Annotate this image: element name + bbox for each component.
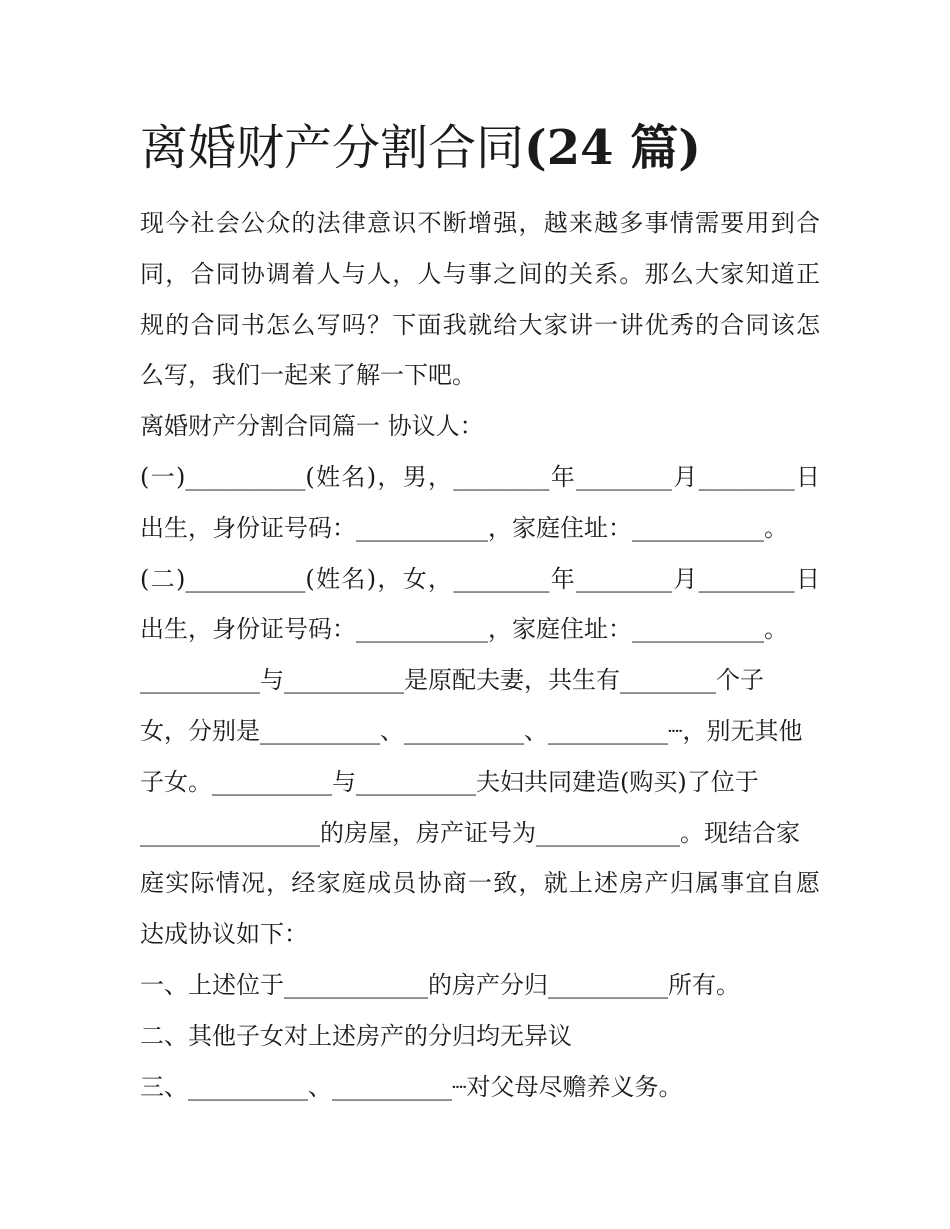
marriage-line: __________与__________是原配夫妻，共生有________个子	[140, 666, 764, 695]
paragraph-line-3: 规的合同书怎么写吗？下面我就给大家讲一讲优秀的合同该怎	[140, 310, 820, 339]
children-line: 女，分别是__________、__________、__________┈，别无其他	[140, 716, 803, 745]
clause-three: 三、__________、__________┈对父母尽赡养义务。	[140, 1072, 683, 1101]
paragraph-line-4: 么写，我们一起来了解一下吧。	[140, 361, 476, 390]
agreement-line-1: 庭实际情况，经家庭成员协商一致，就上述房产归属事宜自愿	[140, 869, 820, 898]
party-one-line: (一)__________(姓名)，男，________年________月________日	[140, 462, 820, 491]
property-line-2: _______________的房屋，房产证号为____________。现结合家	[140, 818, 800, 847]
party-one-id-line: 出生，身份证号码：___________，家庭住址：___________。	[140, 513, 788, 542]
title-main: 离婚财产分割合同	[140, 120, 525, 176]
document-title	[140, 118, 701, 178]
title-suffix: (24 篇)	[524, 120, 701, 176]
document-body	[140, 198, 820, 1112]
clause-one: 一、上述位于____________的房产分归__________所有。	[140, 970, 740, 999]
clause-two: 二、其他子女对上述房产的分归均无异议	[140, 1021, 572, 1050]
paragraph-line-2: 同，合同协调着人与人，人与事之间的关系。那么大家知道正	[140, 259, 820, 288]
party-two-id-line: 出生，身份证号码：___________，家庭住址：___________。	[140, 615, 788, 644]
section-heading: 离婚财产分割合同篇一 协议人：	[140, 412, 484, 441]
party-two-line: (二)__________(姓名)，女，________年________月________日	[140, 564, 820, 593]
property-line-1: 子女。__________与__________夫妇共同建造(购买)了位于	[140, 767, 759, 796]
paragraph-line-1: 现今社会公众的法律意识不断增强，越来越多事情需要用到合	[140, 209, 820, 237]
agreement-line-2: 达成协议如下：	[140, 920, 308, 949]
